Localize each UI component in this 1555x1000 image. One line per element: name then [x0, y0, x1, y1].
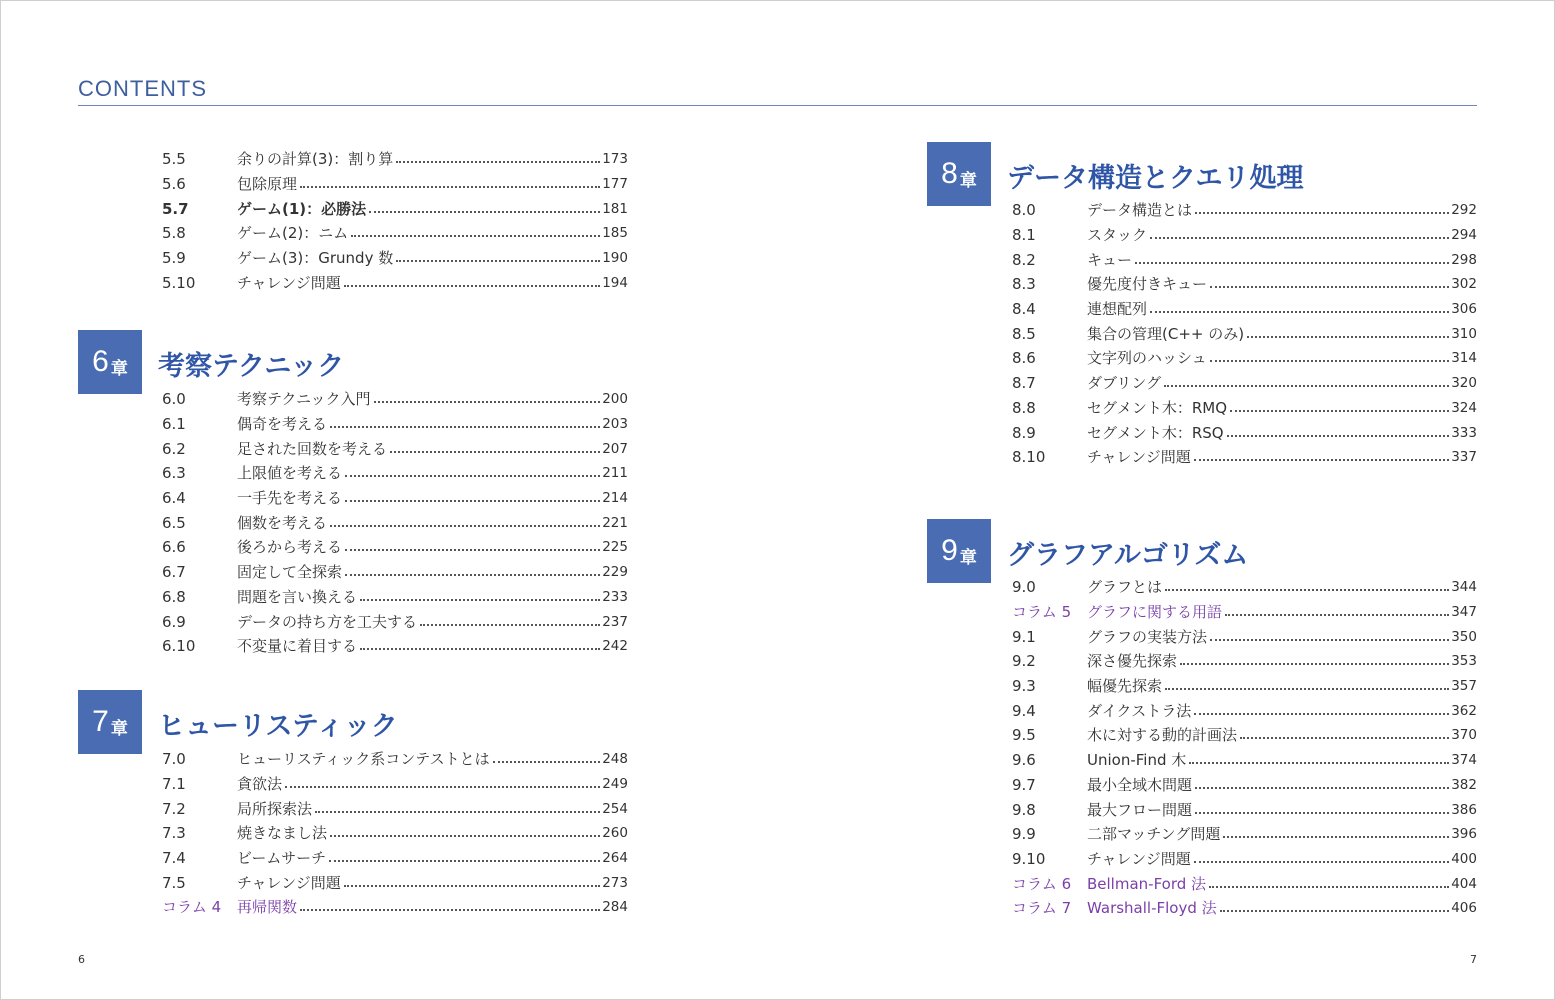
- dot-leader: [420, 624, 600, 626]
- page-number: 324: [1451, 399, 1477, 416]
- dot-leader: [1180, 663, 1449, 665]
- section-title: セグメント木：RMQ: [1087, 398, 1228, 417]
- dot-leader: [374, 401, 601, 403]
- toc-entry: [1012, 698, 1477, 723]
- section-number: 9.6: [1012, 751, 1036, 770]
- toc-entry: [1012, 247, 1477, 272]
- toc-entry: [1012, 371, 1477, 396]
- section-number: 7.4: [162, 849, 186, 868]
- section-number: 7.3: [162, 824, 186, 843]
- dot-leader: [396, 260, 600, 262]
- section-number: 9.4: [1012, 701, 1036, 720]
- page-number: 350: [1451, 628, 1477, 645]
- section-title: ゲーム(1)：必勝法: [237, 199, 367, 218]
- page-number: 254: [602, 800, 628, 817]
- toc-entry: [1012, 445, 1477, 470]
- page-number: 294: [1451, 227, 1477, 244]
- dot-leader: [330, 525, 600, 527]
- section-title: セグメント木：RSQ: [1087, 423, 1224, 442]
- chapter-number: 9: [941, 534, 958, 567]
- toc-entry: [162, 585, 628, 610]
- toc-entry: [162, 870, 628, 895]
- section-number: 8.5: [1012, 324, 1036, 343]
- section-number: 6.4: [162, 489, 186, 508]
- dot-leader: [1189, 762, 1449, 764]
- page-number: 214: [602, 490, 628, 507]
- toc-entry: [1012, 847, 1477, 872]
- chapter-number-badge: [927, 519, 991, 583]
- toc-entry: [1012, 272, 1477, 297]
- page-number: 353: [1451, 653, 1477, 670]
- section-title: 後ろから考える: [237, 538, 343, 557]
- dot-leader: [315, 811, 600, 813]
- dot-leader: [345, 475, 600, 477]
- section-title: 不変量に着目する: [237, 637, 358, 656]
- section-title: 考察テクニック入門: [237, 390, 371, 409]
- toc-entry: [1012, 674, 1477, 699]
- section-number: コラム 4: [162, 898, 222, 917]
- toc-entry: [162, 535, 628, 560]
- dot-leader: [1165, 688, 1449, 690]
- page-number: 211: [602, 465, 628, 482]
- section-number: 7.2: [162, 799, 186, 818]
- section-title: ビームサーチ: [237, 849, 327, 868]
- dot-leader: [1247, 336, 1449, 338]
- dot-leader: [1194, 713, 1449, 715]
- toc-entry: [1012, 748, 1477, 773]
- dot-leader: [1227, 435, 1450, 437]
- toc-entry: [162, 172, 628, 197]
- page-number: 406: [1451, 900, 1477, 917]
- section-number: 8.4: [1012, 300, 1036, 319]
- chapter-number: 7: [92, 705, 109, 738]
- dot-leader: [345, 574, 600, 576]
- dot-leader: [1195, 812, 1449, 814]
- page-number: 260: [602, 825, 628, 842]
- toc-entry: [1012, 297, 1477, 322]
- chapter-suffix: 章: [959, 170, 977, 191]
- contents-heading: CONTENTS: [78, 76, 207, 101]
- page-number: 333: [1451, 424, 1477, 441]
- page-number: 400: [1451, 850, 1477, 867]
- dot-leader: [1150, 311, 1449, 313]
- toc-list-chapter-9: [1012, 575, 1477, 921]
- chapter-7-heading: [78, 690, 578, 754]
- section-number: 5.6: [162, 175, 186, 194]
- dot-leader: [1195, 212, 1449, 214]
- section-number: コラム 5: [1012, 603, 1072, 622]
- section-title: 個数を考える: [237, 513, 328, 532]
- page-number: 203: [602, 416, 628, 433]
- section-title: チャレンジ問題: [1087, 448, 1191, 467]
- section-number: 8.0: [1012, 201, 1036, 220]
- page-number: 177: [602, 176, 628, 193]
- dot-leader: [330, 835, 600, 837]
- section-title: ダブリング: [1087, 374, 1162, 393]
- chapter-8-heading: [927, 142, 1467, 206]
- section-number: 9.2: [1012, 652, 1036, 671]
- dot-leader: [390, 451, 600, 453]
- section-title: グラフの実装方法: [1087, 627, 1208, 646]
- section-number: 8.7: [1012, 374, 1036, 393]
- dot-leader: [1150, 237, 1449, 239]
- section-number: 8.1: [1012, 226, 1036, 245]
- section-title: 再帰関数: [237, 898, 298, 917]
- section-title: ヒューリスティック系コンテストとは: [237, 750, 490, 769]
- page-number: 396: [1451, 826, 1477, 843]
- page-number: 264: [602, 850, 628, 867]
- page-number: 314: [1451, 350, 1477, 367]
- page-number: 306: [1451, 301, 1477, 318]
- toc-entry: [1012, 822, 1477, 847]
- section-number: 8.10: [1012, 448, 1046, 467]
- section-title: グラフとは: [1087, 578, 1163, 597]
- section-title: Bellman-Ford 法: [1087, 874, 1207, 893]
- section-number: 9.0: [1012, 578, 1036, 597]
- dot-leader: [330, 426, 600, 428]
- page-number: 347: [1451, 604, 1477, 621]
- dot-leader: [1240, 737, 1449, 739]
- section-number: 8.2: [1012, 250, 1036, 269]
- section-number: 6.1: [162, 415, 186, 434]
- toc-entry: [162, 609, 628, 634]
- dot-leader: [329, 860, 600, 862]
- section-number: 6.8: [162, 587, 186, 606]
- page-number: 181: [602, 200, 628, 217]
- page-number: 229: [602, 564, 628, 581]
- toc-entry: [162, 821, 628, 846]
- dot-leader: [1230, 410, 1449, 412]
- section-title: 二部マッチング問題: [1087, 825, 1221, 844]
- toc-entry: [162, 486, 628, 511]
- page-number-right: 7: [1470, 953, 1477, 966]
- chapter-6-heading: [78, 330, 578, 394]
- dot-leader: [1220, 910, 1450, 912]
- section-number: 5.7: [162, 199, 189, 218]
- section-title: キュー: [1087, 250, 1133, 269]
- toc-list-chapter-6: [162, 387, 628, 659]
- page-number: 344: [1451, 579, 1477, 596]
- dot-leader: [300, 909, 600, 911]
- section-title: 最小全域木問題: [1087, 775, 1193, 794]
- chapter-title: 考察テクニック: [158, 351, 345, 382]
- section-title: 問題を言い換える: [237, 587, 358, 606]
- section-title: 集合の管理(C++ のみ): [1087, 324, 1245, 343]
- toc-entry: [1012, 649, 1477, 674]
- section-number: 5.9: [162, 249, 186, 268]
- section-title: 固定して全探索: [237, 563, 343, 582]
- page-number: 242: [602, 638, 628, 655]
- toc-entry: [162, 634, 628, 659]
- page-number: 194: [602, 274, 628, 291]
- section-number: 6.7: [162, 563, 186, 582]
- section-number: 9.1: [1012, 627, 1036, 646]
- page-number: 249: [602, 776, 628, 793]
- toc-entry: [162, 436, 628, 461]
- toc-entry: [162, 196, 628, 221]
- toc-entry: [1012, 223, 1477, 248]
- dot-leader: [1210, 286, 1449, 288]
- section-title: 幅優先探索: [1087, 677, 1163, 696]
- toc-entry: [162, 221, 628, 246]
- page-number: 237: [602, 613, 628, 630]
- page-number: 200: [602, 391, 628, 408]
- section-number: 6.9: [162, 612, 186, 631]
- section-number: 9.10: [1012, 849, 1046, 868]
- section-title: Union-Find 木: [1087, 751, 1187, 770]
- section-title: グラフに関する用語: [1087, 603, 1223, 622]
- toc-entry: [162, 461, 628, 486]
- toc-column-entry: [162, 895, 628, 920]
- section-title: ゲーム(3)：Grundy 数: [237, 249, 394, 268]
- dot-leader: [396, 161, 600, 163]
- section-title: チャレンジ問題: [1087, 849, 1191, 868]
- page-number: 221: [602, 514, 628, 531]
- section-title: 文字列のハッシュ: [1087, 349, 1207, 368]
- chapter-suffix: 章: [110, 718, 128, 739]
- dot-leader: [351, 235, 600, 237]
- page-number: 320: [1451, 375, 1477, 392]
- page-number: 298: [1451, 251, 1477, 268]
- section-title: スタック: [1087, 226, 1148, 245]
- dot-leader: [1223, 836, 1449, 838]
- section-number: 8.9: [1012, 423, 1036, 442]
- section-title: ダイクストラ法: [1087, 701, 1192, 720]
- dot-leader: [1164, 385, 1449, 387]
- toc-entry: [1012, 797, 1477, 822]
- section-title: データの持ち方を工夫する: [237, 612, 418, 631]
- section-number: 9.8: [1012, 800, 1036, 819]
- chapter-number-badge: [78, 690, 142, 754]
- page-number: 362: [1451, 702, 1477, 719]
- toc-entry: [1012, 624, 1477, 649]
- chapter-title: データ構造とクエリ処理: [1007, 163, 1304, 194]
- dot-leader: [285, 786, 600, 788]
- toc-column-entry: [1012, 600, 1477, 625]
- toc-entry: [162, 147, 628, 172]
- page-number: 370: [1451, 727, 1477, 744]
- toc-entry: [162, 510, 628, 535]
- page-number: 310: [1451, 325, 1477, 342]
- section-title: 貪欲法: [237, 775, 283, 794]
- chapter-suffix: 章: [110, 358, 128, 379]
- section-number: 6.3: [162, 464, 186, 483]
- toc-entry: [162, 270, 628, 295]
- dot-leader: [1165, 589, 1449, 591]
- section-title: 焼きなまし法: [237, 824, 328, 843]
- toc-entry: [1012, 723, 1477, 748]
- toc-entry: [162, 387, 628, 412]
- section-number: 6.6: [162, 538, 186, 557]
- dot-leader: [345, 549, 600, 551]
- page-number: 374: [1451, 752, 1477, 769]
- toc-entry: [162, 412, 628, 437]
- section-number: 7.1: [162, 775, 186, 794]
- chapter-number-badge: [78, 330, 142, 394]
- dot-leader: [493, 761, 601, 763]
- page-number: 225: [602, 539, 628, 556]
- section-number: 6.10: [162, 637, 196, 656]
- dot-leader: [1194, 861, 1449, 863]
- toc-entry: [1012, 346, 1477, 371]
- page-number: 292: [1451, 202, 1477, 219]
- toc-entry: [162, 796, 628, 821]
- dot-leader: [1209, 886, 1449, 888]
- toc-entry: [162, 772, 628, 797]
- page-number: 386: [1451, 801, 1477, 818]
- section-number: 5.5: [162, 150, 186, 169]
- toc-entry: [162, 560, 628, 585]
- toc-list-chapter-7: [162, 747, 628, 920]
- page-number: 233: [602, 588, 628, 605]
- dot-leader: [1225, 614, 1449, 616]
- page-number: 173: [602, 151, 628, 168]
- page-number: 185: [602, 225, 628, 242]
- section-title: チャレンジ問題: [237, 873, 341, 892]
- dot-leader: [1195, 787, 1449, 789]
- section-title: 局所探索法: [237, 799, 313, 818]
- page-number: 284: [602, 899, 628, 916]
- chapter-number-badge: [927, 142, 991, 206]
- chapter-title: ヒューリスティック: [158, 711, 398, 742]
- section-number: 7.0: [162, 750, 186, 769]
- page-number: 248: [602, 751, 628, 768]
- section-title: Warshall-Floyd 法: [1087, 899, 1217, 918]
- section-title: 一手先を考える: [237, 489, 343, 508]
- toc-list-chapter-8: [1012, 198, 1477, 470]
- section-title: 木に対する動的計画法: [1087, 726, 1238, 745]
- section-title: データ構造とは: [1087, 201, 1193, 220]
- toc-entry: [1012, 773, 1477, 798]
- section-title: 連想配列: [1087, 300, 1148, 319]
- section-number: 6.0: [162, 390, 186, 409]
- section-title: 包除原理: [237, 175, 298, 194]
- page-number: 302: [1451, 276, 1477, 293]
- section-number: コラム 6: [1012, 874, 1072, 893]
- section-title: チャレンジ問題: [237, 273, 341, 292]
- dot-leader: [360, 648, 600, 650]
- toc-entry: [162, 846, 628, 871]
- toc-list-chapter-5: [162, 147, 628, 295]
- section-number: 8.8: [1012, 398, 1036, 417]
- dot-leader: [344, 885, 600, 887]
- toc-column-entry: [1012, 871, 1477, 896]
- toc-entry: [1012, 321, 1477, 346]
- page-number: 337: [1451, 449, 1477, 466]
- section-title: 優先度付きキュー: [1087, 275, 1208, 294]
- chapter-title: グラフアルゴリズム: [1007, 540, 1249, 571]
- page-number: 382: [1451, 776, 1477, 793]
- section-number: 9.3: [1012, 677, 1036, 696]
- header-rule: [78, 105, 1477, 106]
- chapter-9-heading: [927, 519, 1467, 583]
- section-title: 偶奇を考える: [237, 415, 328, 434]
- section-title: 足された回数を考える: [237, 439, 388, 458]
- dot-leader: [1210, 360, 1450, 362]
- page-number: 190: [602, 250, 628, 267]
- dot-leader: [344, 285, 600, 287]
- section-title: 余りの計算(3)：割り算: [237, 150, 394, 169]
- section-title: 最大フロー問題: [1087, 800, 1193, 819]
- section-number: 9.9: [1012, 825, 1036, 844]
- dot-leader: [345, 500, 600, 502]
- section-title: 深さ優先探索: [1087, 652, 1178, 671]
- section-title: ゲーム(2)：ニム: [237, 224, 349, 243]
- dot-leader: [300, 186, 600, 188]
- dot-leader: [369, 211, 600, 213]
- chapter-number: 6: [92, 345, 109, 378]
- chapter-suffix: 章: [959, 547, 977, 568]
- page-number-left: 6: [78, 953, 85, 966]
- dot-leader: [1135, 262, 1449, 264]
- section-number: 9.5: [1012, 726, 1036, 745]
- dot-leader: [1210, 639, 1449, 641]
- section-number: 5.10: [162, 273, 196, 292]
- section-number: 8.3: [1012, 275, 1036, 294]
- section-number: 6.5: [162, 513, 186, 532]
- page-number: 207: [602, 440, 628, 457]
- section-number: 6.2: [162, 439, 186, 458]
- section-number: 9.7: [1012, 775, 1036, 794]
- section-number: 5.8: [162, 224, 186, 243]
- toc-entry: [162, 747, 628, 772]
- section-number: 7.5: [162, 873, 186, 892]
- page-number: 404: [1451, 875, 1477, 892]
- section-number: 8.6: [1012, 349, 1036, 368]
- toc-entry: [1012, 575, 1477, 600]
- page-number: 273: [602, 874, 628, 891]
- toc-entry: [162, 246, 628, 271]
- toc-entry: [1012, 396, 1477, 421]
- dot-leader: [360, 599, 600, 601]
- section-number: コラム 7: [1012, 899, 1072, 918]
- dot-leader: [1194, 459, 1449, 461]
- page-number: 357: [1451, 678, 1477, 695]
- toc-column-entry: [1012, 896, 1477, 921]
- section-title: 上限値を考える: [237, 464, 343, 483]
- chapter-number: 8: [941, 157, 958, 190]
- toc-entry: [1012, 420, 1477, 445]
- toc-entry: [1012, 198, 1477, 223]
